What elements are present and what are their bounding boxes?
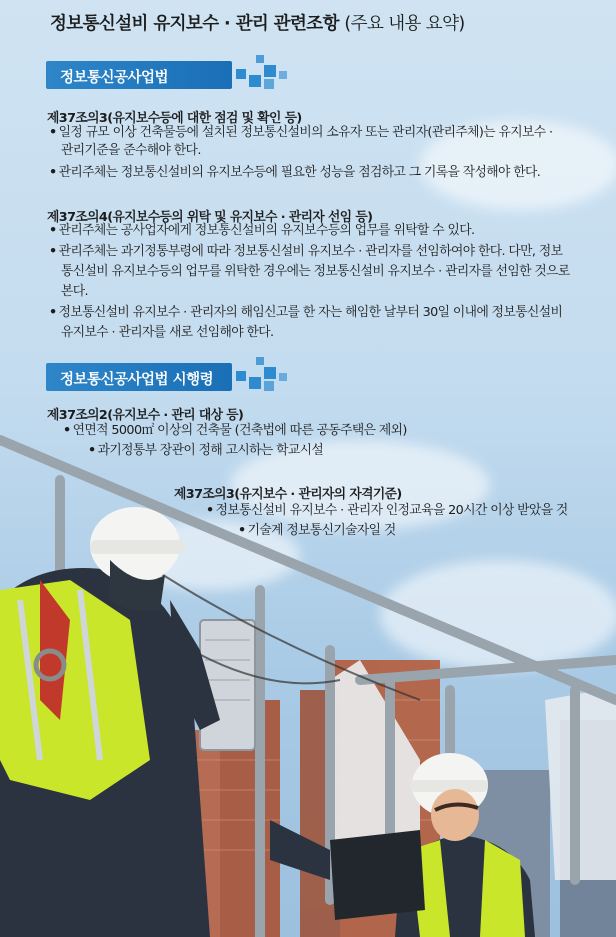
section-label: 정보통신공사업법 [60, 70, 169, 86]
bullet-continued: 통신설비 유지보수등의 업무를 위탁한 경우에는 정보통신설비 유지보수 · 관리자를 선임한 것으로 [61, 264, 570, 279]
article-heading: 제37조의2(유지보수 · 관리 대상 등) [47, 408, 244, 423]
worker-left [0, 507, 220, 937]
bullet-item: • 정보통신설비 유지보수 · 관리자 인정교육을 20시간 이상 받았을 것 [206, 503, 568, 518]
section-header-1 [46, 61, 286, 91]
bullet-continued: 관리기준을 준수해야 한다. [61, 143, 201, 158]
article-heading: 제37조의3(유지보수 · 관리자의 자격기준) [174, 487, 402, 502]
section-label: 정보통신공사업법 시행령 [60, 372, 214, 388]
laptop [330, 830, 425, 920]
bullet-continued: 유지보수 · 관리자를 새로 선임해야 한다. [61, 325, 274, 340]
bullet-item: • 관리주체는 공사업자에게 정보통신설비의 유지보수등의 업무를 위탁할 수 있다. [49, 223, 475, 238]
bullet-item: • 관리주체는 과기정통부령에 따라 정보통신설비 유지보수 · 관리자를 선임하여야 한다. 다만, 정보 [49, 244, 563, 259]
bullet-item: • 연면적 5000㎡ 이상의 건축물 (건축법에 따른 공동주택은 제외) [63, 423, 407, 438]
bullet-item: • 일정 규모 이상 건축물등에 설치된 정보통신설비의 소유자 또는 관리자(관리주체)는 유지보수 · [49, 125, 553, 140]
bullet-item: • 정보통신설비 유지보수 · 관리자의 해임신고를 한 자는 해임한 날부터 30일 이내에 정보통신설비 [49, 305, 563, 320]
section-header-2 [46, 363, 286, 393]
article-heading: 제37조의4(유지보수등의 위탁 및 유지보수 · 관리자 선임 등) [47, 210, 373, 225]
article-heading: 제37조의3(유지보수등에 대한 점검 및 확인 등) [47, 111, 302, 126]
bullet-item: • 관리주체는 정보통신설비의 유지보수등에 필요한 성능을 점검하고 그 기록을 작성해야 한다. [49, 165, 541, 180]
sub-bullet-item: • 과기정통부 장관이 정해 고시하는 학교시설 [88, 443, 324, 458]
page-title: 정보통신설비 유지보수 · 관리 관련조항 (주요 내용 요약) [50, 14, 465, 34]
bullet-continued: 본다. [61, 284, 88, 299]
sub-bullet-item: • 기술계 정보통신기술자일 것 [238, 523, 396, 538]
